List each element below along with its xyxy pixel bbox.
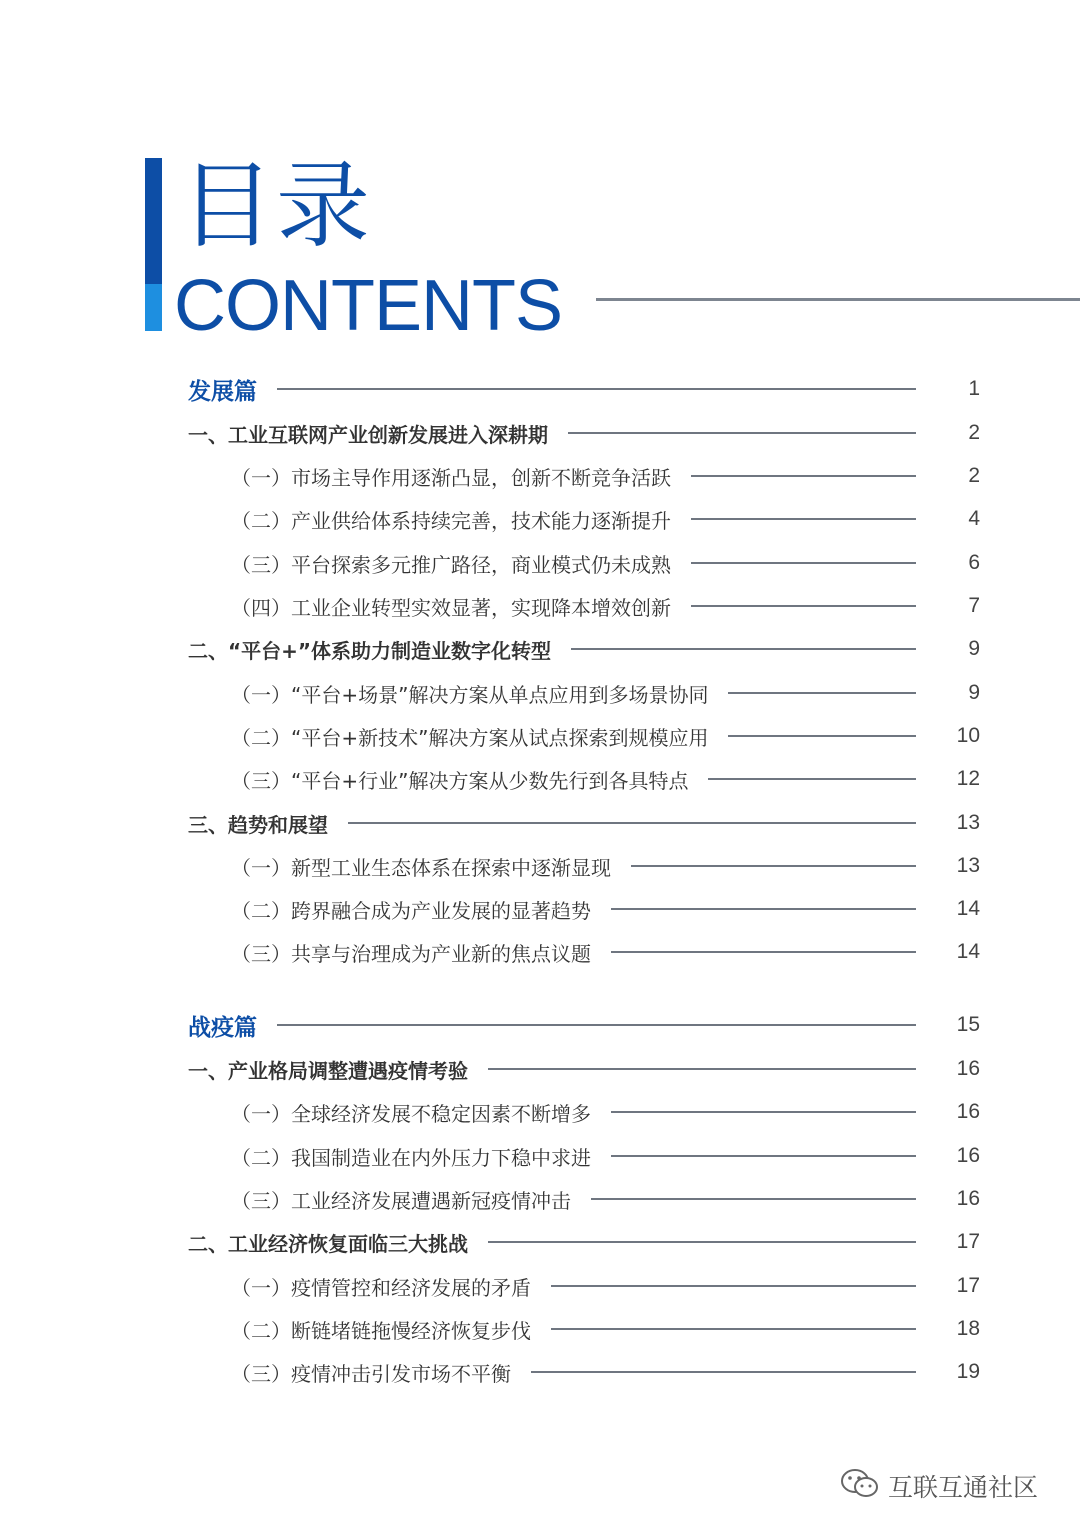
- toc-chapter-row[interactable]: [188, 1055, 980, 1083]
- toc-label: 二、工业经济恢复面临三大挑战: [188, 1231, 468, 1256]
- toc-section-row[interactable]: [231, 765, 980, 793]
- toc-leader-line: [571, 648, 916, 650]
- toc-label: （一）市场主导作用逐渐凸显，创新不断竞争活跃: [231, 465, 671, 490]
- watermark: [840, 1468, 1038, 1504]
- toc-leader-line: [708, 778, 916, 780]
- toc-label: （一）全球经济发展不稳定因素不断增多: [231, 1101, 591, 1126]
- toc-leader-line: [531, 1371, 916, 1373]
- toc-leader-line: [611, 1155, 916, 1157]
- toc-leader-line: [568, 432, 916, 434]
- toc-section-row[interactable]: [231, 549, 980, 577]
- toc-page-number: 16: [956, 1187, 980, 1210]
- toc-page-number: 14: [956, 940, 980, 963]
- toc-label: （二）“平台+新技术”解决方案从试点探索到规模应用: [231, 725, 709, 750]
- toc-label: （四）工业企业转型实效显著，实现降本增效创新: [231, 595, 671, 620]
- toc-section-row[interactable]: [231, 1185, 980, 1213]
- toc-section-row[interactable]: [231, 722, 980, 750]
- toc-leader-line: [551, 1285, 916, 1287]
- page-title-cn: 目录: [180, 152, 373, 261]
- toc-leader-line: [728, 692, 916, 694]
- toc-label: （三）疫情冲击引发市场不平衡: [231, 1361, 511, 1386]
- toc-page-number: 13: [956, 811, 980, 834]
- toc-label: （一）疫情管控和经济发展的矛盾: [231, 1275, 531, 1300]
- title-accent-bar-light: [145, 284, 162, 331]
- toc-page-number: 6: [968, 551, 980, 574]
- toc-label: （二）断链堵链拖慢经济恢复步伐: [231, 1318, 531, 1343]
- toc-section-row[interactable]: [231, 592, 980, 620]
- toc-label: （一）新型工业生态体系在探索中逐渐显现: [231, 855, 611, 880]
- toc-section-row[interactable]: [231, 938, 980, 966]
- toc-leader-line: [728, 735, 916, 737]
- toc-leader-line: [691, 518, 916, 520]
- toc-page-number: 18: [956, 1317, 980, 1340]
- toc-label: 一、产业格局调整遭遇疫情考验: [188, 1058, 468, 1083]
- toc-label: 发展篇: [188, 378, 257, 405]
- toc-part-row[interactable]: [188, 375, 980, 403]
- toc-label: （三）“平台+行业”解决方案从少数先行到各具特点: [231, 768, 689, 793]
- toc-leader-line: [691, 562, 916, 564]
- toc-leader-line: [611, 908, 916, 910]
- toc-page-number: 19: [956, 1360, 980, 1383]
- toc-chapter-row[interactable]: [188, 419, 980, 447]
- toc-section-row[interactable]: [231, 895, 980, 923]
- toc-chapter-row[interactable]: [188, 809, 980, 837]
- toc-label: 战疫篇: [188, 1014, 257, 1041]
- toc-page-number: 15: [956, 1013, 980, 1036]
- toc-section-row[interactable]: [231, 462, 980, 490]
- toc-page-number: 17: [956, 1274, 980, 1297]
- toc-label: 二、“平台+”体系助力制造业数字化转型: [188, 638, 552, 663]
- toc-leader-line: [591, 1198, 916, 1200]
- toc-chapter-row[interactable]: [188, 1228, 980, 1256]
- toc-section-row[interactable]: [231, 1358, 980, 1386]
- toc-page-number: 9: [968, 681, 980, 704]
- toc-section-row[interactable]: [231, 1315, 980, 1343]
- toc-section-row[interactable]: [231, 1272, 980, 1300]
- title-accent-bar-dark: [145, 158, 162, 284]
- toc-label: （二）产业供给体系持续完善，技术能力逐渐提升: [231, 508, 671, 533]
- toc-leader-line: [488, 1068, 916, 1070]
- toc-leader-line: [691, 605, 916, 607]
- toc-leader-line: [611, 1111, 916, 1113]
- toc-leader-line: [277, 1024, 916, 1026]
- toc-section-row[interactable]: [231, 505, 980, 533]
- toc-label: （二）我国制造业在内外压力下稳中求进: [231, 1145, 591, 1170]
- title-divider: [596, 298, 1080, 301]
- toc-leader-line: [277, 388, 916, 390]
- toc-leader-line: [611, 951, 916, 953]
- toc-page-number: 14: [956, 897, 980, 920]
- toc-page-number: 1: [968, 377, 980, 400]
- page-title-en: CONTENTS: [174, 266, 562, 346]
- toc-page-number: 4: [968, 507, 980, 530]
- toc-section-row[interactable]: [231, 852, 980, 880]
- toc-label: （三）工业经济发展遭遇新冠疫情冲击: [231, 1188, 571, 1213]
- toc-section-row[interactable]: [231, 679, 980, 707]
- wechat-icon: [840, 1467, 880, 1505]
- toc-page-number: 16: [956, 1144, 980, 1167]
- toc-page-number: 16: [956, 1100, 980, 1123]
- toc-leader-line: [348, 822, 916, 824]
- toc-page-number: 10: [956, 724, 980, 747]
- toc-section-row[interactable]: [231, 1098, 980, 1126]
- toc-page-number: 16: [956, 1057, 980, 1080]
- toc-leader-line: [631, 865, 916, 867]
- toc-chapter-row[interactable]: [188, 635, 980, 663]
- toc-page-number: 17: [956, 1230, 980, 1253]
- watermark-text: 互联互通社区: [888, 1473, 1039, 1502]
- toc-section-row[interactable]: [231, 1142, 980, 1170]
- toc-page-number: 12: [956, 767, 980, 790]
- toc-leader-line: [691, 475, 916, 477]
- toc-label: （三）共享与治理成为产业新的焦点议题: [231, 941, 591, 966]
- toc-page-number: 7: [968, 594, 980, 617]
- toc-page-number: 2: [968, 464, 980, 487]
- toc-page-number: 2: [968, 421, 980, 444]
- toc-label: （一）“平台+场景”解决方案从单点应用到多场景协同: [231, 682, 709, 707]
- toc-label: 三、趋势和展望: [188, 812, 328, 837]
- toc-label: （二）跨界融合成为产业发展的显著趋势: [231, 898, 591, 923]
- toc-page-number: 13: [956, 854, 980, 877]
- toc-page-number: 9: [968, 637, 980, 660]
- toc-leader-line: [551, 1328, 916, 1330]
- toc-label: （三）平台探索多元推广路径，商业模式仍未成熟: [231, 552, 671, 577]
- toc-label: 一、工业互联网产业创新发展进入深耕期: [188, 422, 548, 447]
- toc-part-row[interactable]: [188, 1011, 980, 1039]
- toc-leader-line: [488, 1241, 916, 1243]
